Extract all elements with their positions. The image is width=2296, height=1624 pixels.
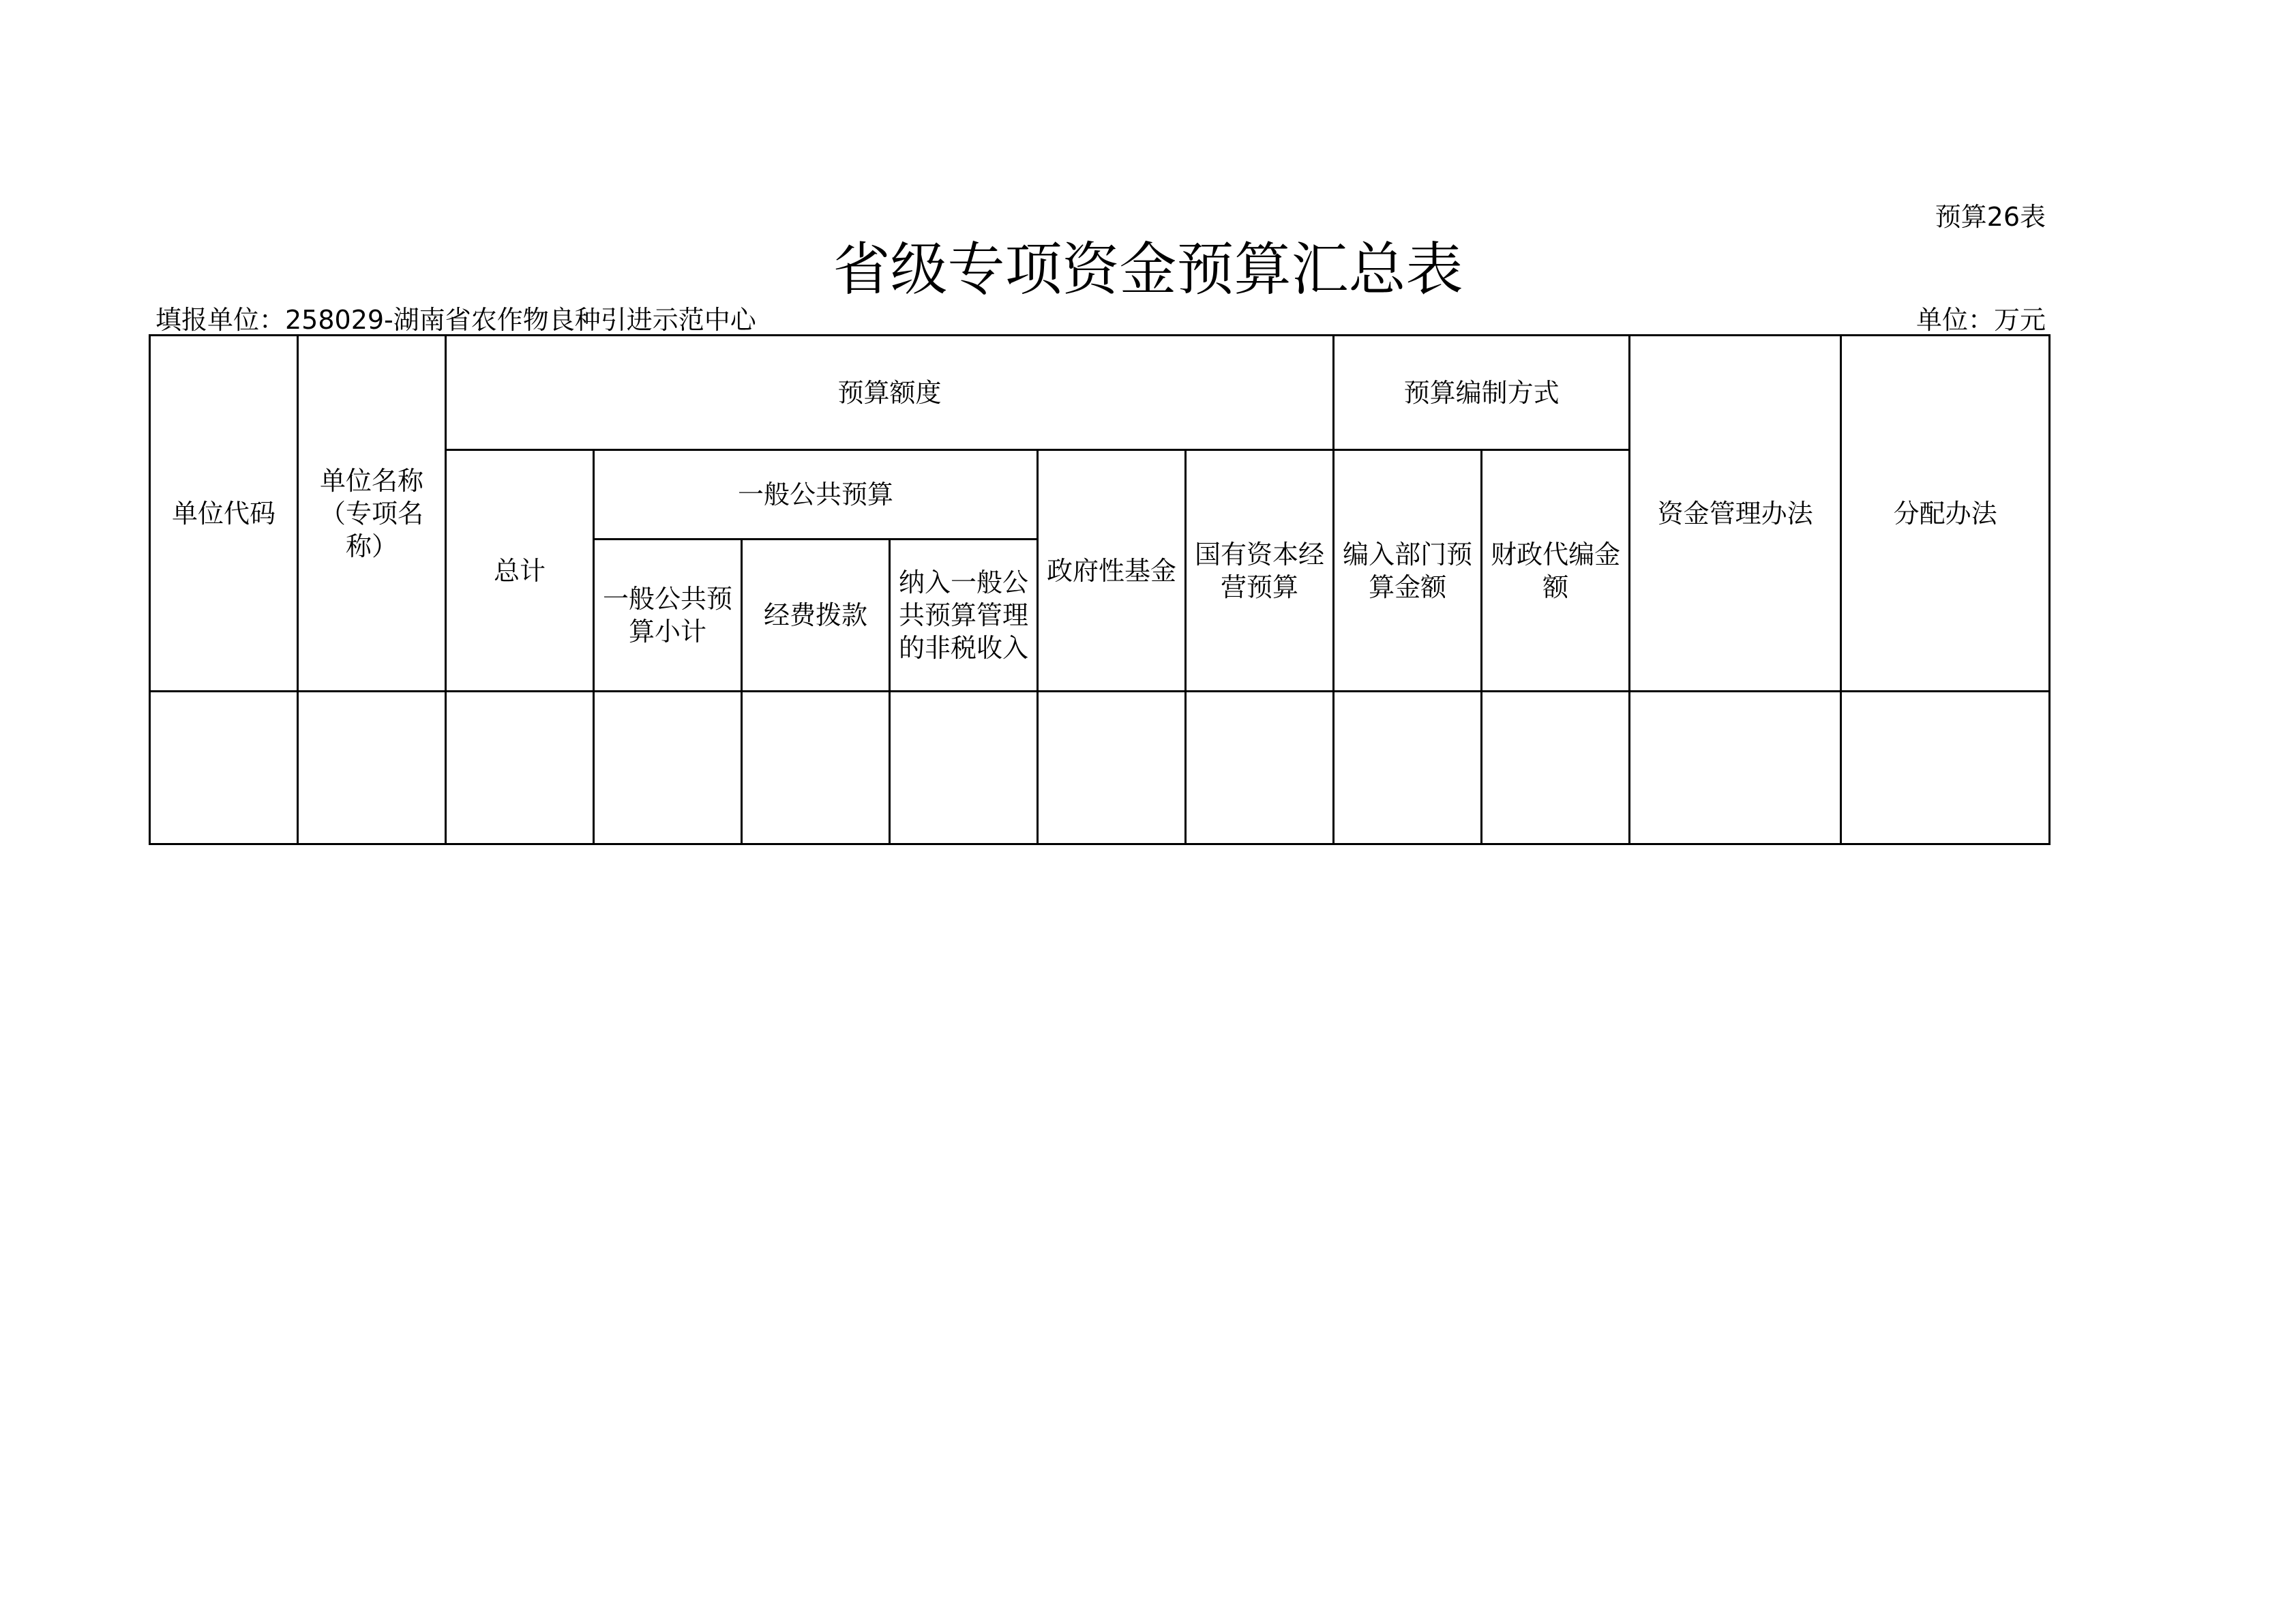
table-row: [150, 692, 2050, 844]
cell-dept-budget-amount: [1334, 692, 1482, 844]
header-general-subtotal: 一般公共预算小计: [594, 540, 742, 692]
header-state-capital-budget: 国有资本经营预算: [1186, 450, 1334, 692]
header-fund-appropriation: 经费拨款: [742, 540, 890, 692]
header-budget-amount: 预算额度: [446, 336, 1334, 450]
header-allocation-method: 分配办法: [1841, 336, 2050, 692]
cell-general-subtotal: [594, 692, 742, 844]
page-title: 省级专项资金预算汇总表: [833, 236, 1463, 303]
cell-state-capital-budget: [1186, 692, 1334, 844]
header-non-tax-income: 纳入一般公共预算管理的非税收入: [890, 540, 1038, 692]
header-fund-management: 资金管理办法: [1630, 336, 1841, 692]
header-total: 总计: [446, 450, 594, 692]
header-dept-budget-amount: 编入部门预算金额: [1334, 450, 1482, 692]
cell-government-fund: [1038, 692, 1186, 844]
header-unit-code: 单位代码: [150, 336, 298, 692]
cell-finance-managed-amount: [1482, 692, 1630, 844]
header-government-fund: 政府性基金: [1038, 450, 1186, 692]
cell-unit-code: [150, 692, 298, 844]
cell-allocation-method: [1841, 692, 2050, 844]
filing-unit: 填报单位：258029-湖南省农作物良种引进示范中心: [155, 305, 756, 335]
form-number: 预算26表: [1935, 202, 2046, 232]
budget-summary-table: [149, 334, 2051, 845]
cell-fund-appropriation: [742, 692, 890, 844]
cell-total: [446, 692, 594, 844]
header-finance-managed-amount: 财政代编金额: [1482, 450, 1630, 692]
header-unit-name: 单位名称（专项名称）: [298, 336, 446, 692]
cell-unit-name: [298, 692, 446, 844]
cell-fund-management: [1630, 692, 1841, 844]
header-budget-method: 预算编制方式: [1334, 336, 1630, 450]
header-general-public-budget: 一般公共预算: [594, 450, 1038, 540]
currency-unit-label: 单位：万元: [1915, 305, 2046, 335]
cell-non-tax-income: [890, 692, 1038, 844]
